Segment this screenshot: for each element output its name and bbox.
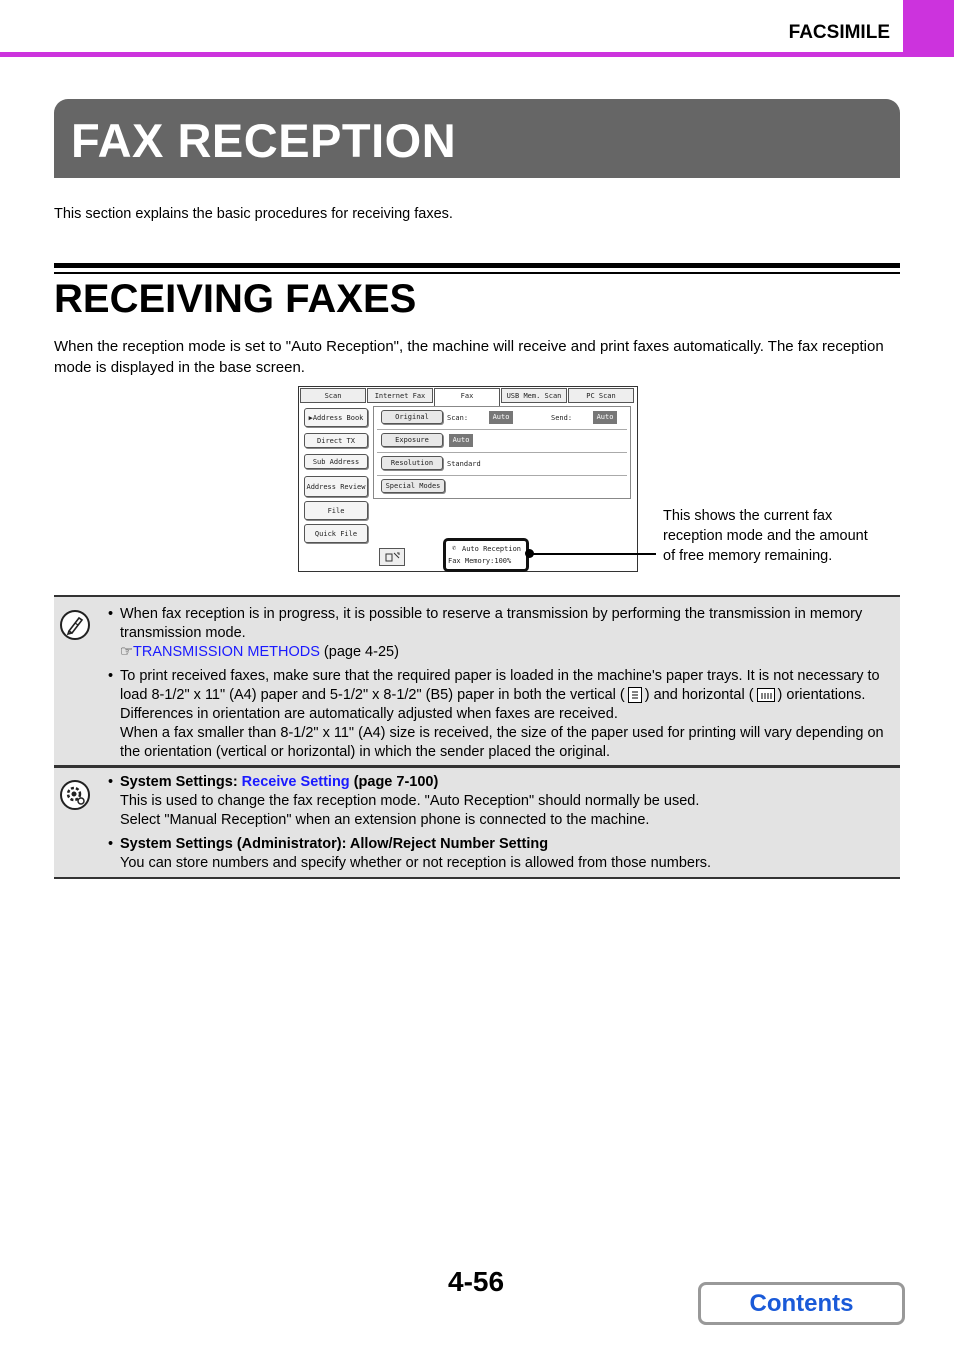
section-body: When the reception mode is set to "Auto Reception", the machine will receive and print faxes automatically. The fax reception mode is displayed in the base screen.	[54, 338, 884, 376]
section-title: RECEIVING FAXES	[54, 277, 417, 321]
original-row	[377, 407, 627, 430]
address-book-label: Address Book	[312, 414, 364, 422]
settings-box	[54, 767, 900, 879]
scan-label: Scan:	[447, 414, 469, 422]
resolution-button: Resolution	[381, 456, 443, 470]
address-book-button	[304, 408, 368, 427]
sub-address-button: Sub Address	[304, 454, 368, 469]
note-text: ) orientations. Differences in orientation are automatically adjusted when faxes are received.	[120, 687, 866, 722]
pencil-note-icon	[60, 610, 90, 640]
reference-hand-icon: ☞	[120, 644, 133, 660]
original-button: Original	[381, 410, 443, 424]
tab-usb-mem-scan: USB Mem. Scan	[501, 388, 567, 403]
exposure-value: Auto	[449, 434, 473, 447]
special-modes-row	[377, 476, 627, 498]
tab-scan: Scan	[300, 388, 366, 403]
note-text: When fax reception is in progress, it is possible to reserve a transmission by performing the transmission in memory transmission mode.	[120, 606, 863, 641]
reception-mode-text: Auto Reception	[462, 545, 522, 553]
send-value: Auto	[593, 411, 617, 424]
page-title: FAX RECEPTION	[71, 114, 457, 167]
contents-button[interactable]: Contents	[698, 1282, 905, 1325]
settings-panel	[373, 406, 631, 499]
phone-icon: ✆	[452, 544, 457, 552]
header-tab-marker	[903, 0, 954, 55]
send-label: Send:	[551, 414, 573, 422]
fax-memory-text: Fax Memory:100%	[448, 557, 512, 565]
triangle-icon: ▶	[308, 414, 313, 422]
exposure-row	[377, 430, 627, 453]
transmission-methods-link[interactable]: TRANSMISSION METHODS	[133, 644, 320, 660]
special-modes-button: Special Modes	[381, 479, 445, 493]
tab-pc-scan: PC Scan	[568, 388, 634, 403]
direct-tx-button: Direct TX	[304, 433, 368, 448]
settings-bullet	[108, 773, 894, 830]
address-review-button: Address Review	[304, 476, 368, 497]
quick-file-button: Quick File	[304, 524, 368, 543]
resolution-row	[377, 453, 627, 476]
section-label: FACSIMILE	[788, 22, 890, 43]
exposure-button: Exposure	[381, 433, 443, 447]
vertical-orientation-icon	[628, 687, 642, 703]
callout-line	[530, 553, 656, 555]
page-reference: (page 4-25)	[319, 644, 399, 660]
horizontal-orientation-icon	[757, 688, 775, 702]
tab-internet-fax: Internet Fax	[367, 388, 433, 403]
note-text: ) and horizontal (	[644, 687, 754, 703]
gear-settings-icon	[60, 780, 90, 810]
callout-dot	[525, 549, 534, 558]
section-rule-thin	[54, 272, 900, 274]
resolution-value: Standard	[447, 460, 481, 468]
section-rule-thick	[54, 263, 900, 268]
page-reference: (page 7-100)	[349, 774, 439, 790]
callout-text: This shows the current fax reception mode and the amount of free memory remaining.	[663, 508, 868, 564]
settings-label: System Settings:	[120, 774, 242, 790]
note-box	[54, 595, 900, 767]
settings-label: System Settings (Administrator): Allow/Reject Number Setting	[120, 836, 549, 852]
settings-bullet	[108, 835, 894, 873]
intro-text: This section explains the basic procedures for receiving faxes.	[54, 206, 453, 222]
settings-list	[108, 773, 894, 878]
settings-text: Select "Manual Reception" when an extension phone is connected to the machine.	[120, 812, 650, 828]
reception-status-box	[443, 538, 529, 572]
tab-fax: Fax	[434, 388, 500, 406]
note-bullet	[108, 667, 894, 762]
title-banner	[54, 99, 900, 178]
file-button: File	[304, 501, 368, 520]
device-screen-illustration	[298, 386, 638, 572]
page-number: 4-56	[448, 1266, 505, 1297]
note-list	[108, 605, 894, 767]
settings-text: This is used to change the fax reception mode. "Auto Reception" should normally be used.	[120, 793, 700, 809]
note-text: When a fax smaller than 8-1/2" x 11" (A4) size is received, the size of the paper used for printing will vary depending on the orientation (vertical or horizontal) in which the sender placed the original.	[120, 725, 884, 760]
job-status-icon	[379, 548, 405, 566]
header-rule	[0, 52, 954, 57]
note-text: To print received faxes, make sure that the required paper is loaded in the machine's paper trays. It is not necessary to load 8-1/2" x 11" (A4) paper and 5-1/2" x 8-1/2" (B5) paper in both the vertical (	[120, 668, 880, 703]
scan-value: Auto	[489, 411, 513, 424]
receive-setting-link[interactable]: Receive Setting	[241, 774, 350, 790]
settings-text: You can store numbers and specify whether or not reception is allowed from those numbers.	[120, 855, 712, 871]
note-bullet	[108, 605, 894, 662]
